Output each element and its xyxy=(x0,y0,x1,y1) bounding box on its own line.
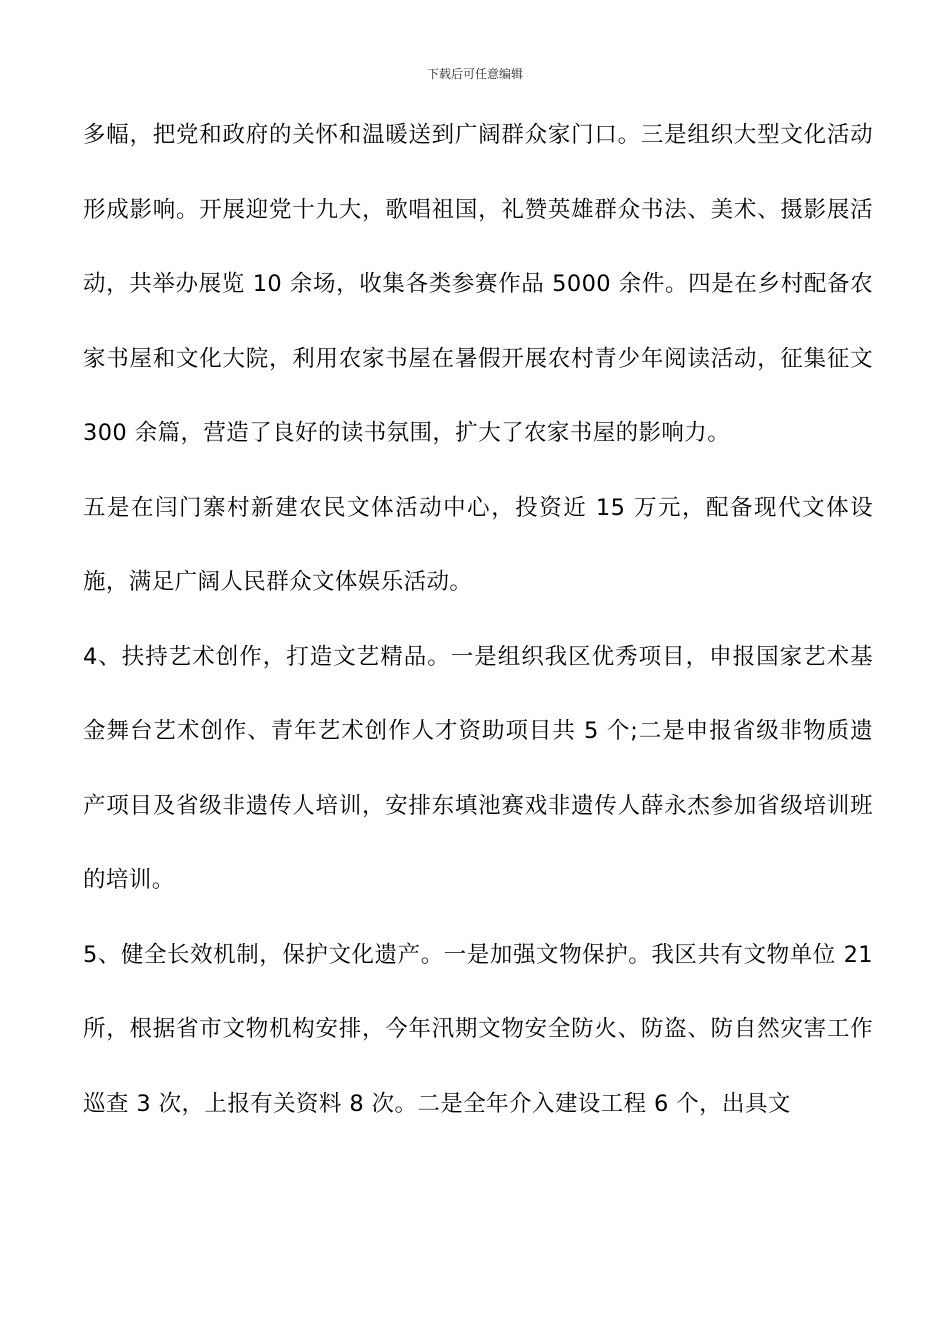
paragraph-4: 5、健全长效机制，保护文化遗产。一是加强文物保护。我区共有文物单位 21 所，根据省市文物机构安排，今年汛期文物安全防火、防盗、防自然灾害工作巡查 3 次，上报有关资料 8 次。二是全年介入建设工程 6 个，出具文 xyxy=(83,941,873,1117)
paragraph-1: 多幅，把党和政府的关怀和温暖送到广阔群众家门口。三是组织大型文化活动形成影响。开展迎党十九大，歌唱祖国，礼赞英雄群众书法、美术、摄影展活动，共举办展览 10 余场，收集各类参赛作品 5000 余件。四是在乡村配备农家书屋和文化大院，利用农家书屋在暑假开展农村青少年阅读活动，征集征文 300 余篇，营造了良好的读书氛围，扩大了农家书屋的影响力。 xyxy=(83,122,873,446)
page-header: 下载后可任意编辑 xyxy=(426,67,523,81)
paragraph-2: 五是在闫门寨村新建农民文体活动中心，投资近 15 万元，配备现代文体设施，满足广阔人民群众文体娱乐活动。 xyxy=(83,494,873,595)
document-body xyxy=(83,98,873,1141)
paragraph-3: 4、扶持艺术创作，打造文艺精品。一是组织我区优秀项目，申报国家艺术基金舞台艺术创作、青年艺术创作人才资助项目共 5 个;二是申报省级非物质遗产项目及省级非遗传人培训，安排东填池赛戏非遗传人薛永杰参加省级培训班的培训。 xyxy=(83,643,873,893)
